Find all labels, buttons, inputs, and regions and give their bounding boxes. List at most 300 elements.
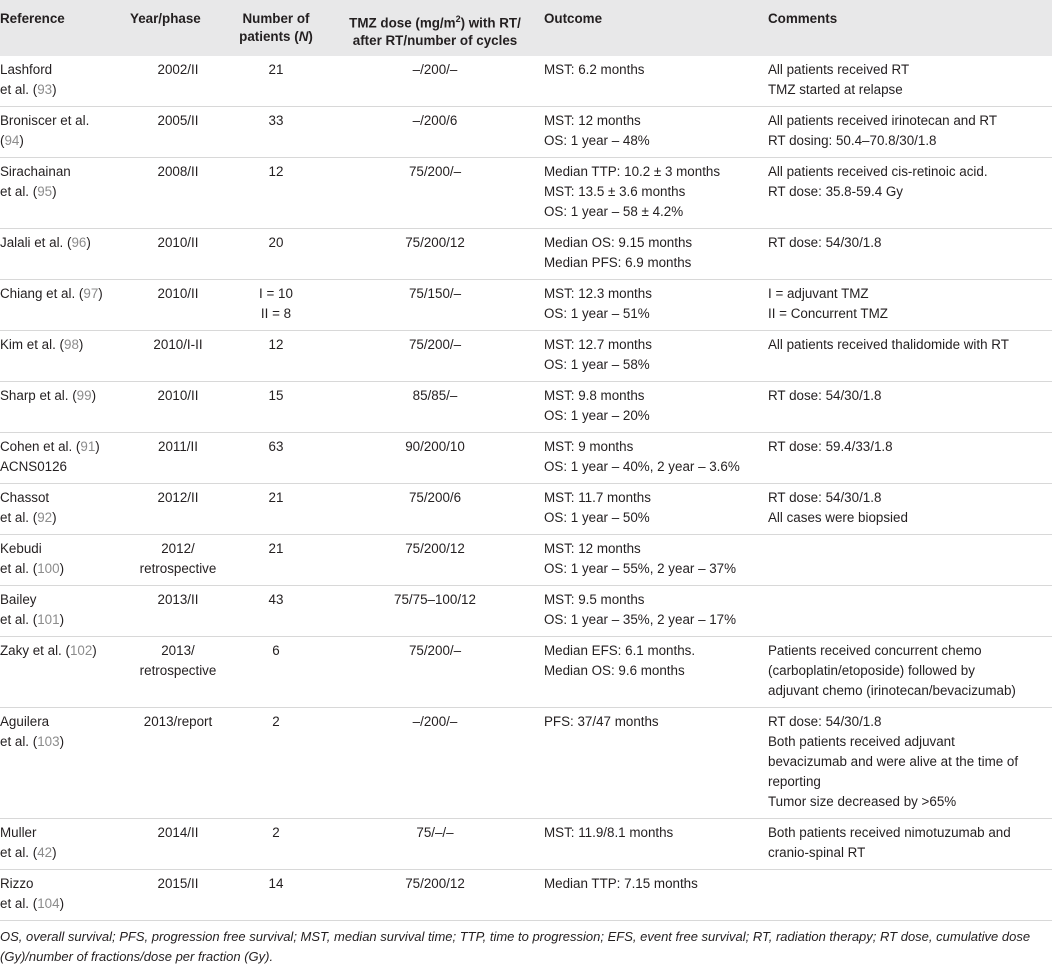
cell-year-phase-line: 2014/II	[157, 825, 199, 841]
cell-outcome-line: OS: 1 year – 20%	[544, 408, 650, 424]
reference-text: )	[59, 896, 65, 912]
cell-comments-line: RT dose: 35.8-59.4 Gy	[768, 184, 903, 200]
cell-reference	[0, 708, 130, 819]
cell-patients	[226, 280, 326, 331]
cell-comments	[768, 158, 1052, 229]
cell-outcome-line: OS: 1 year – 48%	[544, 133, 650, 149]
reference-line	[0, 284, 130, 304]
cell-outcome	[544, 229, 768, 280]
citation-number: 92	[37, 510, 53, 526]
cell-patients-line: 12	[268, 164, 284, 180]
cell-reference	[0, 535, 130, 586]
cell-comments-line: II = Concurrent TMZ	[768, 306, 888, 322]
cell-year-phase	[130, 433, 226, 484]
reference-line	[0, 539, 130, 559]
reference-line	[0, 335, 130, 355]
table-body	[0, 56, 1052, 921]
citation-number: 103	[37, 734, 60, 750]
reference-text: )	[59, 612, 65, 628]
cell-tmz-dose-line: –/200/–	[412, 62, 458, 78]
header-outcome-text: Outcome	[544, 11, 603, 26]
cell-tmz-dose-line: 75/200/12	[405, 235, 465, 251]
reference-text: )	[91, 388, 97, 404]
reference-line	[0, 559, 130, 579]
cell-year-phase-line: 2002/II	[157, 62, 199, 78]
table-row	[0, 382, 1052, 433]
cell-outcome-line: MST: 11.7 months	[544, 490, 651, 506]
cell-tmz-dose-line: 85/85/–	[412, 388, 458, 404]
citation-number: 104	[37, 896, 60, 912]
reference-text: et al. (	[0, 734, 38, 750]
cell-year-phase-line: 2010/II	[157, 235, 199, 251]
cell-reference	[0, 382, 130, 433]
cell-year-phase-line: 2010/I-II	[153, 337, 203, 353]
reference-line	[0, 590, 130, 610]
cell-outcome	[544, 870, 768, 921]
cell-comments-line: Both patients received adjuvant	[768, 734, 955, 750]
cell-year-phase	[130, 870, 226, 921]
cell-patients	[226, 637, 326, 708]
cell-reference	[0, 484, 130, 535]
cell-comments-line: RT dose: 54/30/1.8	[768, 714, 882, 730]
footnote-line-1: OS, overall survival; PFS, progression free survival; MST, median survival time; TTP, time to progression; EFS, event free survival; RT, radiation therapy; RT dose, cumulative dose	[0, 929, 1031, 945]
cell-comments	[768, 870, 1052, 921]
reference-line	[0, 641, 130, 661]
cell-patients-line: 2	[272, 714, 280, 730]
cell-reference	[0, 280, 130, 331]
cell-tmz-dose-line: –/200/6	[412, 113, 458, 129]
cell-patients-line: 43	[268, 592, 284, 608]
cell-tmz-dose	[326, 819, 544, 870]
cell-tmz-dose	[326, 229, 544, 280]
cell-comments	[768, 433, 1052, 484]
cell-comments-line: RT dosing: 50.4–70.8/30/1.8	[768, 133, 937, 149]
cell-tmz-dose	[326, 382, 544, 433]
citation-number: 91	[80, 439, 96, 455]
header-year-phase	[130, 0, 226, 56]
reference-text: )	[52, 510, 57, 526]
reference-line	[0, 162, 130, 182]
cell-comments	[768, 586, 1052, 637]
cell-outcome-line: OS: 1 year – 58 ± 4.2%	[544, 204, 684, 220]
reference-text: Broniscer et al.	[0, 113, 90, 129]
cell-comments-line: (carboplatin/etoposide) followed by	[768, 663, 975, 679]
cell-outcome-line: OS: 1 year – 50%	[544, 510, 650, 526]
reference-text: et al. (	[0, 82, 38, 98]
cell-year-phase-line: retrospective	[139, 663, 217, 679]
reference-text: Cohen et al. (	[0, 439, 81, 455]
table-row	[0, 637, 1052, 708]
cell-outcome-line: MST: 12.7 months	[544, 337, 652, 353]
cell-year-phase-line: 2012/	[161, 541, 195, 557]
citation-number: 42	[37, 845, 53, 861]
cell-tmz-dose	[326, 484, 544, 535]
cell-comments	[768, 819, 1052, 870]
cell-outcome	[544, 586, 768, 637]
cell-outcome	[544, 433, 768, 484]
header-patients-post: )	[308, 29, 313, 44]
cell-year-phase	[130, 708, 226, 819]
cell-outcome-line: MST: 13.5 ± 3.6 months	[544, 184, 686, 200]
cell-year-phase	[130, 637, 226, 708]
cell-patients	[226, 433, 326, 484]
reference-text: Rizzo	[0, 876, 34, 892]
cell-year-phase	[130, 819, 226, 870]
cell-comments-line: All patients received irinotecan and RT	[768, 113, 998, 129]
reference-text: )	[86, 235, 91, 251]
cell-year-phase	[130, 382, 226, 433]
cell-outcome	[544, 158, 768, 229]
cell-comments-line: I = adjuvant TMZ	[768, 286, 869, 302]
table-row	[0, 708, 1052, 819]
reference-text: )	[52, 845, 57, 861]
cell-tmz-dose	[326, 637, 544, 708]
cell-tmz-dose-line: 75/200/–	[408, 337, 462, 353]
cell-patients	[226, 331, 326, 382]
reference-line	[0, 233, 130, 253]
reference-text: )	[19, 133, 24, 149]
reference-line	[0, 60, 130, 80]
citation-number: 101	[37, 612, 60, 628]
cell-outcome-line: Median OS: 9.15 months	[544, 235, 693, 251]
cell-year-phase-line: 2010/II	[157, 286, 199, 302]
cell-tmz-dose-line: 75/75–100/12	[394, 592, 476, 608]
cell-patients	[226, 107, 326, 158]
reference-line	[0, 111, 130, 131]
table-row	[0, 586, 1052, 637]
cell-outcome-line: Median OS: 9.6 months	[544, 663, 685, 679]
citation-number: 93	[37, 82, 53, 98]
cell-comments-line: cranio-spinal RT	[768, 845, 866, 861]
reference-line	[0, 874, 130, 894]
cell-comments-line: adjuvant chemo (irinotecan/bevacizumab)	[768, 683, 1016, 699]
cell-reference	[0, 331, 130, 382]
header-patients	[226, 0, 326, 56]
cell-patients	[226, 870, 326, 921]
reference-text: )	[78, 337, 84, 353]
cell-reference	[0, 158, 130, 229]
reference-text: Zaky et al. (	[0, 643, 70, 659]
cell-tmz-dose	[326, 107, 544, 158]
cell-outcome-line: PFS: 37/47 months	[544, 714, 659, 730]
cell-comments	[768, 484, 1052, 535]
table-footnote	[0, 921, 1052, 967]
cell-comments-line: TMZ started at relapse	[768, 82, 903, 98]
cell-year-phase	[130, 586, 226, 637]
cell-outcome	[544, 280, 768, 331]
cell-reference	[0, 229, 130, 280]
cell-outcome-line: MST: 6.2 months	[544, 62, 645, 78]
cell-tmz-dose	[326, 280, 544, 331]
cell-outcome-line: OS: 1 year – 51%	[544, 306, 650, 322]
cell-outcome	[544, 708, 768, 819]
cell-year-phase	[130, 331, 226, 382]
cell-outcome-line: Median EFS: 6.1 months.	[544, 643, 696, 659]
cell-year-phase-line: 2013/report	[143, 714, 213, 730]
header-patients-n: N	[298, 29, 309, 44]
cell-reference	[0, 586, 130, 637]
cell-tmz-dose	[326, 708, 544, 819]
header-tmz-dose	[326, 0, 544, 56]
header-dose-line1	[326, 10, 544, 32]
cell-tmz-dose-line: –/200/–	[412, 714, 458, 730]
cell-tmz-dose	[326, 331, 544, 382]
reference-text: Chassot	[0, 490, 50, 506]
reference-line	[0, 732, 130, 752]
cell-tmz-dose-line: 75/200/–	[408, 164, 462, 180]
cell-comments-line: All cases were biopsied	[768, 510, 908, 526]
table-row	[0, 158, 1052, 229]
cell-outcome	[544, 382, 768, 433]
reference-text: )	[92, 643, 97, 659]
reference-text: Sirachainan	[0, 164, 71, 180]
cell-year-phase-line: retrospective	[139, 561, 217, 577]
cell-tmz-dose	[326, 158, 544, 229]
cell-outcome	[544, 637, 768, 708]
cell-patients-line: 15	[268, 388, 284, 404]
header-comments-text: Comments	[768, 11, 838, 26]
footnote-line-2: (Gy)/number of fractions/dose per fraction (Gy).	[0, 949, 274, 965]
citation-number: 94	[4, 133, 20, 149]
cell-outcome-line: OS: 1 year – 40%, 2 year – 3.6%	[544, 459, 740, 475]
reference-text: Lashford	[0, 62, 53, 78]
table-row	[0, 433, 1052, 484]
cell-outcome-line: Median TTP: 7.15 months	[544, 876, 698, 892]
cell-patients-line: 21	[268, 490, 284, 506]
reference-text: Kim et al. (	[0, 337, 64, 353]
cell-year-phase	[130, 535, 226, 586]
cell-patients-line: 20	[268, 235, 284, 251]
reference-text: Kebudi	[0, 541, 42, 557]
cell-year-phase-line: 2010/II	[157, 388, 199, 404]
reference-text: )	[52, 82, 57, 98]
header-dose-line2: after RT/number of cycles	[352, 33, 518, 49]
reference-text: Aguilera	[0, 714, 50, 730]
reference-text: Jalali et al. (	[0, 235, 72, 251]
cell-year-phase-line: 2005/II	[157, 113, 199, 129]
cell-patients	[226, 158, 326, 229]
cell-outcome-line: MST: 12 months	[544, 541, 641, 557]
cell-patients-line: 12	[268, 337, 284, 353]
table-row	[0, 819, 1052, 870]
reference-line	[0, 457, 130, 477]
cell-tmz-dose	[326, 586, 544, 637]
table-row	[0, 229, 1052, 280]
reference-text: et al. (	[0, 510, 38, 526]
cell-tmz-dose-line: 75/200/–	[408, 643, 462, 659]
cell-outcome	[544, 331, 768, 382]
reference-text: Sharp et al. (	[0, 388, 77, 404]
citation-number: 96	[71, 235, 87, 251]
cell-reference	[0, 870, 130, 921]
cell-comments-line: bevacizumab and were alive at the time of	[768, 754, 1019, 770]
table-row	[0, 280, 1052, 331]
cell-tmz-dose-line: 75/200/12	[405, 876, 465, 892]
cell-year-phase-line: 2011/II	[158, 439, 198, 455]
reference-line	[0, 823, 130, 843]
cell-year-phase	[130, 229, 226, 280]
cell-patients	[226, 484, 326, 535]
reference-text: et al. (	[0, 612, 38, 628]
cell-outcome-line: MST: 12 months	[544, 113, 641, 129]
cell-comments-line: reporting	[768, 774, 821, 790]
reference-line	[0, 386, 130, 406]
cell-comments	[768, 382, 1052, 433]
cell-comments-line: RT dose: 54/30/1.8	[768, 490, 882, 506]
cell-patients-line: 6	[272, 643, 280, 659]
cell-patients-line: 33	[268, 113, 284, 129]
header-reference	[0, 0, 130, 56]
cell-year-phase	[130, 280, 226, 331]
header-row	[0, 0, 1052, 56]
cell-outcome	[544, 535, 768, 586]
table-row	[0, 331, 1052, 382]
cell-tmz-dose-line: 75/–/–	[416, 825, 454, 841]
cell-outcome-line: OS: 1 year – 35%, 2 year – 17%	[544, 612, 737, 628]
cell-tmz-dose-line: 75/200/12	[405, 541, 465, 557]
cell-patients-line: 21	[268, 541, 284, 557]
cell-outcome-line: MST: 9.5 months	[544, 592, 645, 608]
cell-tmz-dose	[326, 535, 544, 586]
cell-patients-line: 63	[268, 439, 284, 455]
cell-year-phase-line: 2013/	[161, 643, 195, 659]
reference-text: Chiang et al. (	[0, 286, 84, 302]
table-row	[0, 870, 1052, 921]
cell-comments-line: All patients received thalidomide with RT	[768, 337, 1009, 353]
reference-line	[0, 80, 130, 100]
cell-patients	[226, 586, 326, 637]
header-outcome	[544, 0, 768, 56]
cell-year-phase-line: 2015/II	[157, 876, 199, 892]
citation-number: 102	[69, 643, 93, 659]
cell-tmz-dose-line: 75/200/6	[408, 490, 462, 506]
cell-outcome	[544, 484, 768, 535]
cell-reference	[0, 107, 130, 158]
reference-line	[0, 437, 130, 457]
citation-number: 100	[37, 561, 60, 577]
reference-text: )	[52, 184, 57, 200]
cell-patients-line: 21	[268, 62, 284, 78]
cell-tmz-dose	[326, 870, 544, 921]
cell-tmz-dose-line: 90/200/10	[405, 439, 465, 455]
reference-text: et al. (	[0, 184, 38, 200]
header-reference-text: Reference	[0, 11, 65, 26]
reference-text: et al. (	[0, 561, 38, 577]
cell-tmz-dose	[326, 56, 544, 107]
cell-comments	[768, 637, 1052, 708]
cell-comments	[768, 229, 1052, 280]
table-row	[0, 56, 1052, 107]
reference-text: )	[98, 286, 103, 302]
cell-patients-line: I = 10	[259, 286, 293, 302]
cell-year-phase-line: 2012/II	[157, 490, 199, 506]
cell-patients	[226, 382, 326, 433]
cell-comments-line: All patients received cis-retinoic acid.	[768, 164, 988, 180]
cell-outcome-line: MST: 11.9/8.1 months	[544, 825, 674, 841]
cell-comments	[768, 535, 1052, 586]
header-dose-post: ) with RT/	[460, 15, 521, 31]
reference-text: )	[95, 439, 100, 455]
cell-reference	[0, 637, 130, 708]
reference-text: (	[0, 133, 5, 149]
cell-reference	[0, 433, 130, 484]
cell-outcome-line: OS: 1 year – 58%	[544, 357, 650, 373]
cell-comments-line: Tumor size decreased by >65%	[768, 794, 957, 810]
reference-text: et al. (	[0, 896, 38, 912]
citation-number: 99	[76, 388, 92, 404]
reference-text: Bailey	[0, 592, 37, 608]
cell-outcome	[544, 56, 768, 107]
cell-year-phase	[130, 158, 226, 229]
cell-comments-line: Both patients received nimotuzumab and	[768, 825, 1011, 841]
cell-patients	[226, 819, 326, 870]
citation-number: 97	[83, 286, 99, 302]
cell-patients-line: II = 8	[260, 306, 292, 322]
reference-line	[0, 894, 130, 914]
cell-comments-line: Patients received concurrent chemo	[768, 643, 982, 659]
cell-comments-line: RT dose: 59.4/33/1.8	[768, 439, 893, 455]
header-patients-line1: Number of	[242, 11, 310, 26]
header-patients-line2	[226, 28, 326, 46]
cell-comments-line: All patients received RT	[768, 62, 910, 78]
cell-year-phase-line: 2013/II	[157, 592, 199, 608]
cell-comments-line: RT dose: 54/30/1.8	[768, 235, 882, 251]
cell-patients	[226, 708, 326, 819]
cell-comments	[768, 107, 1052, 158]
table-row	[0, 535, 1052, 586]
cell-reference	[0, 819, 130, 870]
cell-patients	[226, 535, 326, 586]
header-dose-sup: 2	[455, 14, 461, 24]
cell-year-phase	[130, 56, 226, 107]
header-year-phase-text: Year/phase	[130, 11, 201, 26]
citation-number: 95	[37, 184, 53, 200]
reference-line	[0, 843, 130, 863]
reference-text: et al. (	[0, 845, 38, 861]
cell-outcome-line: Median TTP: 10.2 ± 3 months	[544, 164, 721, 180]
reference-text: ACNS0126	[0, 459, 67, 475]
cell-comments	[768, 331, 1052, 382]
cell-comments	[768, 56, 1052, 107]
reference-line	[0, 712, 130, 732]
cell-year-phase-line: 2008/II	[157, 164, 199, 180]
reference-line	[0, 488, 130, 508]
header-comments	[768, 0, 1052, 56]
reference-line	[0, 131, 130, 151]
header-patients-pre: patients (	[239, 29, 299, 44]
cell-patients	[226, 56, 326, 107]
reference-text: )	[59, 561, 65, 577]
table-row	[0, 484, 1052, 535]
cell-year-phase	[130, 107, 226, 158]
reference-text: Muller	[0, 825, 37, 841]
cell-comments-line: RT dose: 54/30/1.8	[768, 388, 882, 404]
cell-reference	[0, 56, 130, 107]
reference-line	[0, 508, 130, 528]
cell-outcome-line: Median PFS: 6.9 months	[544, 255, 692, 271]
cell-outcome	[544, 107, 768, 158]
citation-number: 98	[64, 337, 79, 353]
cell-outcome-line: MST: 12.3 months	[544, 286, 652, 302]
cell-outcome-line: OS: 1 year – 55%, 2 year – 37%	[544, 561, 737, 577]
cell-comments	[768, 708, 1052, 819]
reference-line	[0, 610, 130, 630]
header-dose-pre: TMZ dose (mg/m	[349, 15, 456, 31]
cell-patients-line: 14	[268, 876, 284, 892]
cell-outcome-line: MST: 9 months	[544, 439, 634, 455]
reference-line	[0, 182, 130, 202]
cell-tmz-dose	[326, 433, 544, 484]
